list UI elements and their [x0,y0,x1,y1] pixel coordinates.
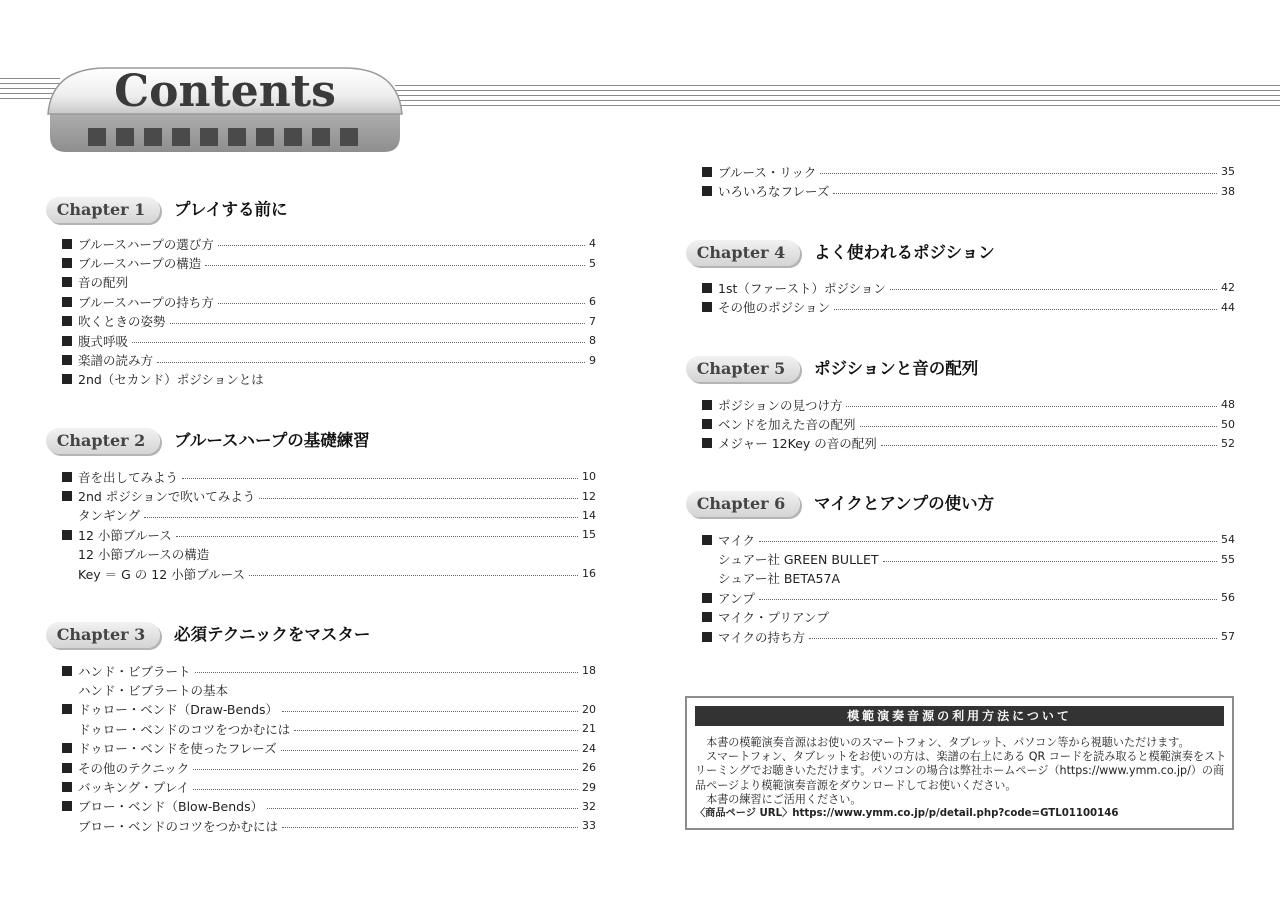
square-bullet-icon [702,632,712,642]
toc-entry[interactable]: ドゥロー・ベンドのコツをつかむには 21 [78,721,596,737]
staff-lines-right [395,85,1280,107]
toc-entry[interactable]: シュアー社 GREEN BULLET 55 [718,552,1235,568]
toc-entry[interactable]: 音を出してみよう 10 [62,467,596,486]
square-bullet-icon [62,704,72,714]
square-bullet-icon [702,438,712,448]
chapter-5-toc [702,395,1235,453]
chapter-6-toc [702,530,1235,646]
toc-entry[interactable]: その他のテクニック 26 [62,758,596,777]
square-bullet-icon [702,167,712,177]
toc-entry[interactable]: 楽譜の読み方 9 [62,350,596,369]
square-bullet-icon [702,400,712,410]
toc-entry[interactable]: その他のポジション 44 [702,297,1235,316]
square-bullet-icon [702,283,712,293]
square-bullet-icon [62,801,72,811]
toc-entry[interactable]: マイク・プリアンプ [702,608,1235,627]
toc-entry[interactable]: 腹式呼吸 8 [62,331,596,350]
toc-entry[interactable]: ハンド・ビブラート 18 [62,661,596,680]
toc-entry[interactable]: ブルースハープの構造 5 [62,253,596,272]
toc-entry[interactable]: 吹くときの姿勢 7 [62,312,596,331]
square-bullet-icon [702,535,712,545]
square-bullet-icon [62,491,72,501]
toc-entry[interactable]: メジャー 12Key の音の配列 52 [702,434,1235,453]
toc-entry[interactable]: いろいろなフレーズ 38 [702,181,1235,200]
toc-entry[interactable]: ハンド・ビブラートの基本 [78,683,229,699]
chapter-label: Chapter 2 [56,431,146,450]
chapter-4-toc [702,278,1235,317]
product-url[interactable]: https://www.ymm.co.jp/p/detail.php?code=GTL01100146 [792,808,1119,820]
toc-entry[interactable]: 2nd（セカンド）ポジションとは [62,370,596,389]
toc-entry[interactable]: ブロー・ベンド（Blow-Bends） 32 [62,797,596,816]
audio-info-heading: 模範演奏音源の利用方法について [695,706,1224,726]
square-bullet-icon [62,355,72,365]
square-bullet-icon [62,297,72,307]
square-bullet-icon [62,763,72,773]
toc-entry[interactable]: 1st（ファースト）ポジション 42 [702,278,1235,297]
square-bullet-icon [62,316,72,326]
chapter-label: Chapter 1 [56,200,146,219]
audio-info-box [685,696,1234,830]
square-bullet-icon [702,186,712,196]
chapter-title: ブルースハープの基礎練習 [174,431,370,450]
square-bullet-icon [62,743,72,753]
chapter-title: よく使われるポジション [814,243,995,262]
chapter-title: マイクとアンプの使い方 [814,494,995,513]
square-bullet-icon [62,336,72,346]
chapter-2-toc [62,467,596,583]
audio-info-paragraph: 本書の模範演奏音源はお使いのスマートフォン、タブレット、パソコン等から視聴いただけます。 [695,736,1190,749]
square-bullet-icon [62,239,72,249]
page-title: Contents [114,66,336,117]
toc-entry[interactable]: 12 小節ブルースの構造 [78,547,210,563]
chapter-title: プレイする前に [174,200,288,219]
square-bullet-icon [702,302,712,312]
square-bullet-icon [702,612,712,622]
square-bullet-icon [62,782,72,792]
toc-entry[interactable]: ポジションの見つけ方 48 [702,395,1235,414]
toc-entry[interactable]: タンギング 14 [78,508,596,524]
toc-entry[interactable]: ベンドを加えた音の配列 50 [702,414,1235,433]
chapter-label: Chapter 3 [56,625,146,644]
chapter-label: Chapter 5 [696,359,786,378]
audio-info-paragraph: スマートフォン、タブレットをお使いの方は、楽譜の右上にある QR コードを読み取ると模範演奏をストリーミングでお聴きいただけます。パソコンの場合は弊社ホームページ（https://www.ymm.co.jp/）の商品ページより模範演奏音源をダウンロードしてお使いください。 [695,750,1227,792]
toc-entry[interactable]: アンプ 56 [702,588,1235,607]
square-bullet-icon [62,530,72,540]
toc-entry[interactable]: Key ＝ G の 12 小節ブルース 16 [78,566,596,582]
toc-entry[interactable]: ブルース・リック 35 [702,162,1235,181]
toc-entry[interactable]: ドゥロー・ベンド（Draw-Bends） 20 [62,700,596,719]
chapter-label: Chapter 6 [696,494,786,513]
square-bullet-icon [62,472,72,482]
toc-entry[interactable]: シュアー社 BETA57A [718,571,840,587]
product-url-line [695,807,1227,821]
chapter-1-toc [62,234,596,389]
audio-info-body [695,736,1227,821]
square-bullet-icon [62,374,72,384]
toc-entry[interactable]: マイク 54 [702,530,1235,549]
square-bullet-icon [702,419,712,429]
toc-entry[interactable]: 12 小節ブルース 15 [62,525,596,544]
square-bullet-icon [62,258,72,268]
toc-entry[interactable]: マイクの持ち方 57 [702,627,1235,646]
audio-info-paragraph: 本書の練習にご活用ください。 [695,792,862,806]
chapter-label: Chapter 4 [696,243,786,262]
square-bullet-icon [62,666,72,676]
square-bullet-icon [702,593,712,603]
toc-entry[interactable]: ブロー・ベンドのコツをつかむには 33 [78,818,596,834]
toc-entry[interactable]: 音の配列 [62,273,596,292]
toc-entry[interactable]: ドゥロー・ベンドを使ったフレーズ 24 [62,739,596,758]
chapter-3-toc [62,661,596,836]
toc-entry[interactable]: 2nd ポジションで吹いてみよう 12 [62,486,596,505]
toc-entry[interactable]: バッキング・プレイ 29 [62,777,596,796]
product-url-label: 〈商品ページ URL〉 [695,808,793,820]
toc-entry[interactable]: ブルースハープの持ち方 6 [62,292,596,311]
chapter-title: ポジションと音の配列 [814,359,979,378]
toc-entry[interactable]: ブルースハープの選び方 4 [62,234,596,253]
chapter-3-toc-continued [702,162,1235,201]
chapter-title: 必須テクニックをマスター [174,625,371,644]
square-bullet-icon [62,277,72,287]
